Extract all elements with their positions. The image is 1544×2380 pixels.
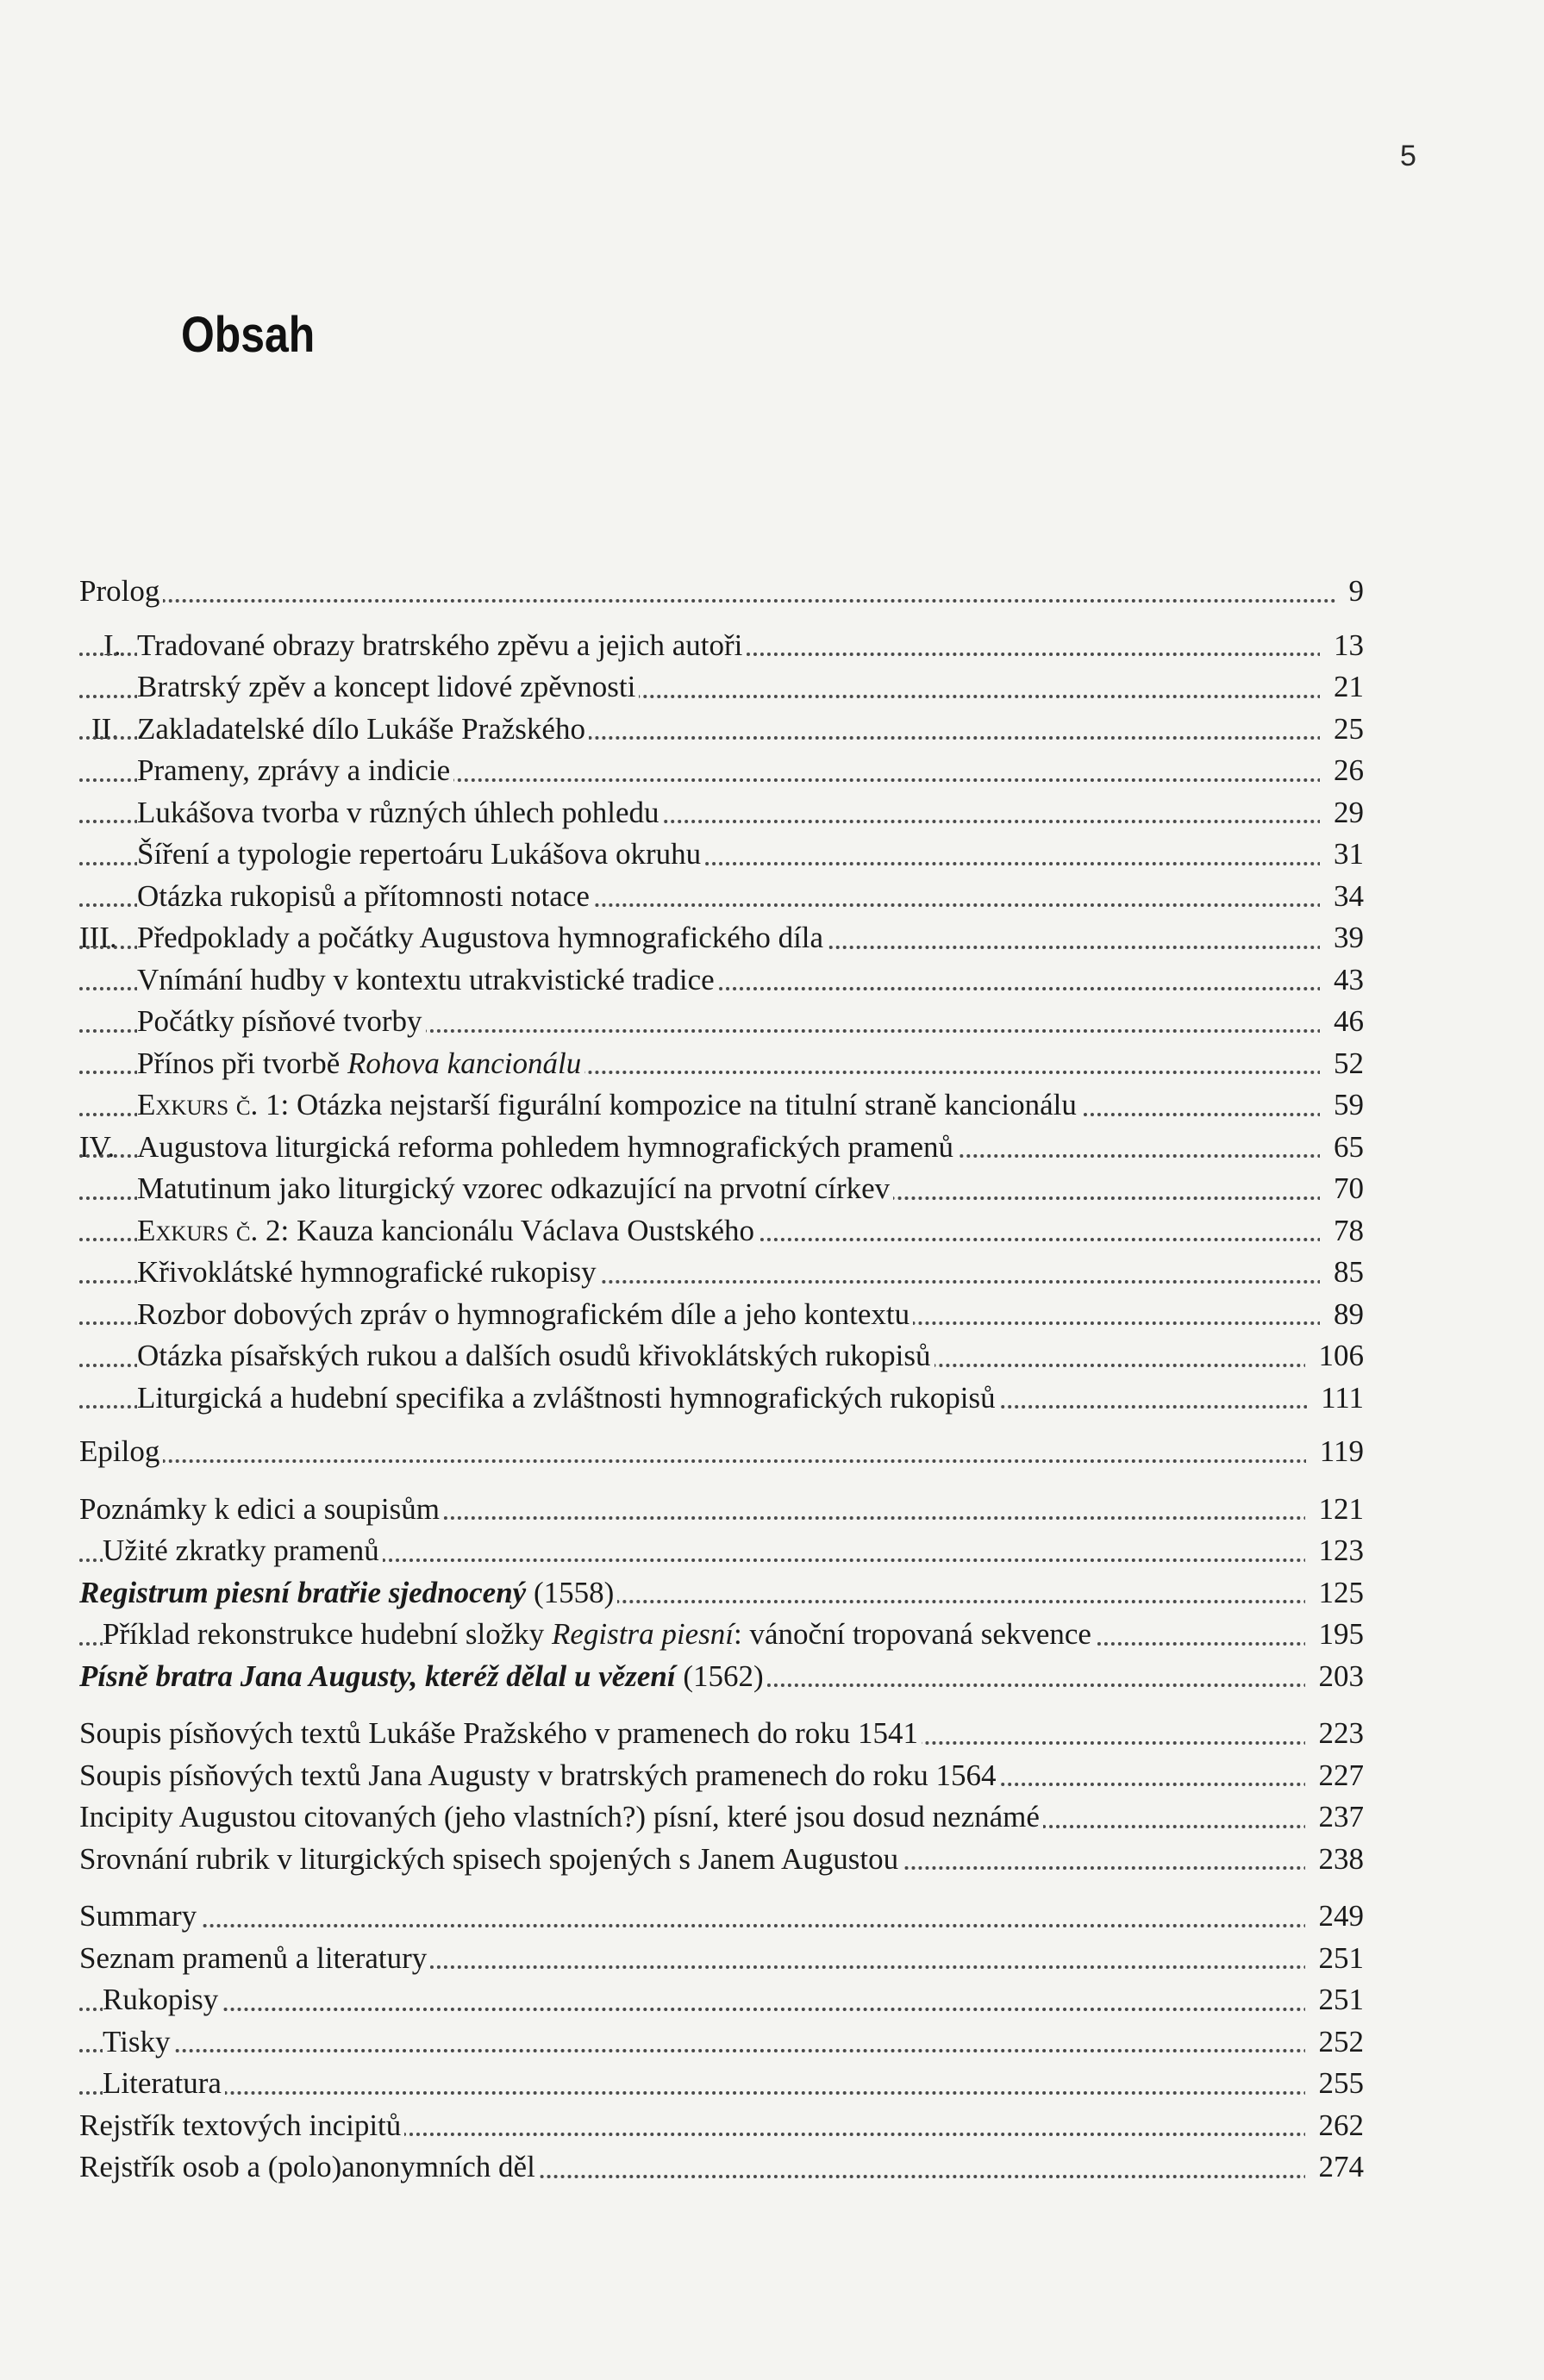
toc-entry-title: Epilog [79,1431,163,1473]
toc-entry-title: Předpoklady a počátky Augustova hymnografického díla [137,917,827,959]
toc-entry-section[interactable] [79,834,1364,876]
dot-leader [79,1459,1364,1463]
toc-entry-page: 21 [1320,666,1364,709]
toc-entry-page: 255 [1305,2063,1365,2105]
toc-entry-soupis-augusta[interactable] [79,1755,1364,1797]
toc-entry-page: 274 [1305,2146,1365,2189]
toc-entry-section[interactable] [79,792,1364,834]
toc-entry-section[interactable] [79,1377,1364,1420]
title-bold-italic-part: Písně bratra Jana Augusty, kteréž dělal u vězení [79,1659,676,1693]
toc-entry-page: 262 [1305,2105,1365,2147]
toc-entry-title: Soupis písňových textů Lukáše Pražského v pramenech do roku 1541 [79,1713,922,1755]
toc-entry-title [103,1614,1095,1656]
toc-entry-section[interactable] [79,1979,1364,2021]
title-part: : vánoční tropovaná sekvence [733,1617,1091,1651]
excursus-label: Exkurs č. [137,1088,259,1121]
toc-entry-page: 52 [1320,1043,1364,1085]
toc-entry-chapter-1[interactable] [79,625,1364,667]
title-italic-part: Registra piesní [552,1617,734,1651]
toc-entry-title: Počátky písňové tvorby [137,1001,426,1043]
toc-entry-section[interactable] [79,1335,1364,1377]
toc-entry-page: 251 [1305,1938,1365,1980]
toc-entry-title: Bratrský zpěv a koncept lidové zpěvnosti [137,666,639,709]
toc-entry-notes[interactable] [79,1489,1364,1531]
toc-entry-page: 89 [1320,1294,1364,1336]
chapter-number: II. [91,711,120,746]
toc-entry-title: Zakladatelské dílo Lukáše Pražského [137,709,589,751]
toc-entry-page: 70 [1320,1168,1364,1210]
toc-entry-srovnani[interactable] [79,1839,1364,1881]
toc-entry-page: 119 [1306,1431,1364,1473]
title-italic-part: Rohova kancionálu [347,1046,582,1080]
toc-entry-section[interactable] [79,1294,1364,1336]
toc-entry-chapter-3[interactable] [79,917,1364,959]
toc-entry-title [79,1572,617,1615]
toc-entry-section[interactable] [79,2021,1364,2064]
toc-entry-page: 252 [1305,2021,1365,2064]
toc-entry-page: 85 [1320,1252,1364,1294]
toc-entry-title: Summary [79,1896,200,1938]
toc-entry-page: 65 [1320,1127,1364,1169]
toc-entry-section[interactable] [79,1168,1364,1210]
chapter-number: IV. [79,1129,116,1164]
toc-entry-title [79,1656,767,1698]
toc-entry-excursus[interactable] [79,1210,1364,1252]
toc-entry-page: 13 [1320,625,1364,667]
dot-leader [79,1924,1364,1927]
toc-entry-page: 203 [1305,1656,1365,1698]
toc-entry-title: Šíření a typologie repertoáru Lukášova okruhu [137,834,704,876]
toc-entry-title: Augustova liturgická reforma pohledem hymnografických pramenů [137,1127,957,1169]
title-bold-italic-part: Registrum piesní bratřie sjednocený [79,1575,527,1609]
toc-entry-page: 125 [1305,1572,1365,1615]
toc-entry-chapter-4[interactable] [79,1127,1364,1169]
toc-entry-title: Otázka písařských rukou a dalších osudů křivoklátských rukopisů [137,1335,935,1377]
title-part: 2: Kauza kancionálu Václava Oustského [258,1213,754,1247]
toc-entry-page: 238 [1305,1839,1365,1881]
toc-entry-title: Prameny, zprávy a indicie [137,750,453,792]
toc-entry-rejstrik-incipitu[interactable] [79,2105,1364,2147]
toc-entry-prolog[interactable] [79,571,1364,613]
toc-entry-page: 237 [1305,1796,1365,1839]
toc-entry-section[interactable] [79,959,1364,1002]
toc-entry-page: 106 [1305,1335,1365,1377]
toc-entry-page: 9 [1335,571,1365,613]
toc-entry-title: Vnímání hudby v kontextu utrakvistické tradice [137,959,718,1002]
toc-entry-registrum[interactable] [79,1572,1364,1615]
toc-entry-section[interactable] [79,1614,1364,1656]
toc-entry-section[interactable] [79,1001,1364,1043]
toc-entry-title: Tradované obrazy bratrského zpěvu a jejich autoři [137,625,746,667]
toc-entry-page: 34 [1320,876,1364,918]
toc-entry-title: Užité zkratky pramenů [103,1530,383,1572]
title-part: Příklad rekonstrukce hudební složky [103,1617,553,1651]
toc-entry-page: 43 [1320,959,1364,1002]
toc-entry-rejstrik-osob[interactable] [79,2146,1364,2189]
dot-leader [79,599,1364,603]
toc-entry-title [137,1084,1080,1127]
toc-entry-section[interactable] [79,1530,1364,1572]
toc-entry-excursus[interactable] [79,1084,1364,1127]
table-of-contents [79,571,1364,2189]
toc-entry-page: 31 [1320,834,1364,876]
toc-entry-title: Poznámky k edici a soupisům [79,1489,443,1531]
chapter-number: III. [79,921,117,954]
toc-entry-page: 121 [1305,1489,1365,1531]
toc-entry-title: Liturgická a hudební specifika a zvláštnosti hymnografických rukopisů [137,1377,999,1420]
toc-entry-section[interactable] [79,750,1364,792]
toc-entry-page: 111 [1307,1377,1364,1420]
toc-entry-seznam[interactable] [79,1938,1364,1980]
toc-entry-title [137,1043,584,1085]
toc-entry-summary[interactable] [79,1896,1364,1938]
toc-entry-incipity[interactable] [79,1796,1364,1839]
toc-entry-page: 251 [1305,1979,1365,2021]
toc-entry-page: 39 [1320,917,1364,959]
chapter-number: I. [103,628,122,662]
toc-entry-title: Rejstřík osob a (polo)anonymních děl [79,2146,539,2189]
excursus-label: Exkurs č. [137,1213,259,1247]
toc-entry-page: 195 [1305,1614,1365,1656]
toc-entry-title: Otázka rukopisů a přítomnosti notace [137,876,593,918]
toc-entry-page: 26 [1320,750,1364,792]
toc-entry-title: Lukášova tvorba v různých úhlech pohledu [137,792,663,834]
dot-leader [79,2049,1364,2052]
toc-entry-page: 59 [1320,1084,1364,1127]
toc-entry-page: 223 [1305,1713,1365,1755]
toc-entry-page: 123 [1305,1530,1365,1572]
toc-entry-pisne[interactable] [79,1656,1364,1698]
toc-entry-title [137,1210,758,1252]
toc-entry-title: Křivoklátské hymnografické rukopisy [137,1252,600,1294]
toc-entry-page: 227 [1305,1755,1365,1797]
toc-entry-title: Prolog [79,571,163,613]
toc-entry-epilog[interactable] [79,1431,1364,1473]
toc-entry-section[interactable] [79,876,1364,918]
toc-entry-title: Soupis písňových textů Jana Augusty v bratrských pramenech do roku 1564 [79,1755,999,1797]
toc-entry-title: Srovnání rubrik v liturgických spisech spojených s Janem Augustou [79,1839,902,1881]
toc-entry-title: Rozbor dobových zpráv o hymnografickém díle a jeho kontextu [137,1294,913,1336]
toc-entry-soupis-lukas[interactable] [79,1713,1364,1755]
page-number: 5 [1400,140,1416,172]
toc-entry-page: 25 [1320,709,1364,751]
toc-entry-section[interactable] [79,2063,1364,2105]
page-title: Obsah [181,307,316,363]
title-part: 1: Otázka nejstarší figurální kompozice na titulní straně kancionálu [258,1088,1077,1121]
toc-entry-section[interactable] [79,1252,1364,1294]
title-part: (1562) [675,1659,764,1693]
toc-entry-title: Tisky [103,2021,174,2064]
toc-entry-page: 46 [1320,1001,1364,1043]
title-part: Přínos při tvorbě [137,1046,348,1080]
dot-leader [79,2091,1364,2095]
toc-entry-title: Seznam pramenů a literatury [79,1938,430,1980]
toc-entry-page: 78 [1320,1210,1364,1252]
toc-entry-title: Incipity Augustou citovaných (jeho vlastních?) písní, které jsou dosud neznámé [79,1796,1043,1839]
toc-entry-chapter-2[interactable] [79,709,1364,751]
toc-entry-section[interactable] [79,1043,1364,1085]
title-part: (1558) [526,1575,615,1609]
toc-entry-section[interactable] [79,666,1364,709]
toc-entry-title: Rejstřík textových incipitů [79,2105,404,2147]
toc-entry-page: 29 [1320,792,1364,834]
toc-entry-title: Matutinum jako liturgický vzorec odkazující na prvotní církev [137,1168,893,1210]
dot-leader [79,2008,1364,2011]
toc-entry-page: 249 [1305,1896,1365,1938]
toc-entry-title: Literatura [103,2063,225,2105]
toc-entry-title: Rukopisy [103,1979,222,2021]
